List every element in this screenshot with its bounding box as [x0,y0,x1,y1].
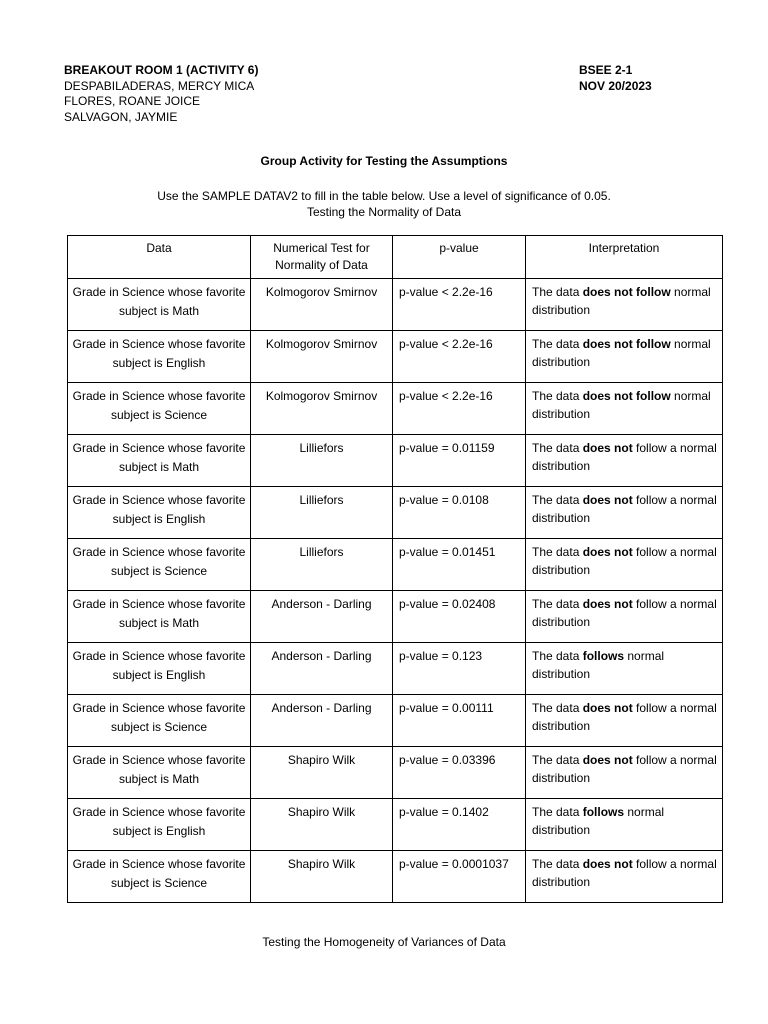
interp-prefix: The data [532,545,583,559]
interp-prefix: The data [532,441,583,455]
page-title: Group Activity for Testing the Assumptions [260,154,508,168]
cell-data: Grade in Science whose favorite subject is Math [68,747,251,799]
cell-pvalue: p-value = 0.0001037 [393,851,526,903]
interp-prefix: The data [532,649,583,663]
header-pvalue: p-value [393,236,526,279]
cell-test: Anderson - Darling [251,695,393,747]
cell-data: Grade in Science whose favorite subject is English [68,799,251,851]
cell-test: Kolmogorov Smirnov [251,331,393,383]
cell-interpretation [526,591,723,643]
table-header-row [68,236,723,279]
cell-pvalue: p-value = 0.02408 [393,591,526,643]
cell-pvalue: p-value = 0.00111 [393,695,526,747]
cell-interpretation [526,279,723,331]
section-label: BSEE 2-1 [579,63,633,77]
instruction-text: Use the SAMPLE DATAV2 to fill in the table below. Use a level of significance of 0.05. [157,189,611,203]
cell-data: Grade in Science whose favorite subject is English [68,643,251,695]
date-label: NOV 20/2023 [579,78,652,93]
table-row [68,435,723,487]
table-row [68,331,723,383]
cell-test: Kolmogorov Smirnov [251,279,393,331]
table-row [68,799,723,851]
cell-pvalue: p-value = 0.0108 [393,487,526,539]
interp-prefix: The data [532,285,583,299]
interp-emphasis: does not [582,597,633,611]
cell-test: Shapiro Wilk [251,799,393,851]
cell-test: Lilliefors [251,435,393,487]
interp-suffix: follow a normal distribution [532,597,717,629]
table-row [68,747,723,799]
table-caption: Testing the Normality of Data [306,204,462,219]
interp-suffix: normal distribution [532,649,665,681]
interp-emphasis: follows [582,805,625,819]
cell-test: Shapiro Wilk [251,851,393,903]
cell-interpretation [526,383,723,435]
cell-test: Shapiro Wilk [251,747,393,799]
interp-suffix: normal distribution [532,285,711,317]
cell-data: Grade in Science whose favorite subject is Science [68,539,251,591]
cell-interpretation [526,747,723,799]
instructions [0,189,768,220]
header-left [64,63,258,125]
interp-suffix: follow a normal distribution [532,545,717,577]
interp-suffix: normal distribution [532,805,665,837]
interp-emphasis: does not [582,857,633,871]
interp-prefix: The data [532,805,583,819]
interp-prefix: The data [532,493,583,507]
cell-interpretation [526,695,723,747]
cell-test: Lilliefors [251,487,393,539]
member-name: FLORES, ROANE JOICE [64,94,201,108]
cell-interpretation [526,643,723,695]
cell-interpretation [526,435,723,487]
cell-data: Grade in Science whose favorite subject is Science [68,851,251,903]
cell-data: Grade in Science whose favorite subject is English [68,487,251,539]
interp-emphasis: does not [582,493,633,507]
cell-data: Grade in Science whose favorite subject is English [68,331,251,383]
cell-data: Grade in Science whose favorite subject is Math [68,279,251,331]
interp-suffix: follow a normal distribution [532,493,717,525]
interp-suffix: normal distribution [532,389,711,421]
cell-data: Grade in Science whose favorite subject is Math [68,591,251,643]
interp-suffix: follow a normal distribution [532,701,717,733]
cell-test: Anderson - Darling [251,591,393,643]
header-data: Data [68,236,251,279]
cell-pvalue: p-value = 0.01451 [393,539,526,591]
header-interpretation: Interpretation [526,236,723,279]
interp-prefix: The data [532,597,583,611]
cell-pvalue: p-value = 0.03396 [393,747,526,799]
interp-prefix: The data [532,389,583,403]
cell-data: Grade in Science whose favorite subject is Science [68,695,251,747]
interp-suffix: normal distribution [532,337,711,369]
interp-emphasis: does not [582,441,633,455]
cell-interpretation [526,851,723,903]
table-row [68,643,723,695]
interp-emphasis: does not [582,753,633,767]
table-row [68,539,723,591]
interp-emphasis: does not [582,545,633,559]
table-body [68,279,723,903]
interp-emphasis: follows [582,649,625,663]
interp-suffix: follow a normal distribution [532,753,717,785]
cell-pvalue: p-value = 0.1402 [393,799,526,851]
cell-interpretation [526,799,723,851]
interp-prefix: The data [532,337,583,351]
interp-suffix: follow a normal distribution [532,441,717,473]
header-right [579,63,652,94]
cell-pvalue: p-value < 2.2e-16 [393,279,526,331]
table-row [68,591,723,643]
cell-pvalue: p-value < 2.2e-16 [393,383,526,435]
header-test: Numerical Test for Normality of Data [251,236,393,279]
cell-test: Lilliefors [251,539,393,591]
interp-emphasis: does not follow [582,285,671,299]
cell-data: Grade in Science whose favorite subject is Science [68,383,251,435]
interp-prefix: The data [532,701,583,715]
member-name: SALVAGON, JAYMIE [64,109,178,124]
cell-test: Kolmogorov Smirnov [251,383,393,435]
cell-interpretation [526,487,723,539]
cell-interpretation [526,539,723,591]
table-row [68,695,723,747]
table-row [68,851,723,903]
cell-pvalue: p-value = 0.123 [393,643,526,695]
section-heading: Testing the Homogeneity of Variances of Data [262,935,506,949]
interp-emphasis: does not follow [582,337,671,351]
cell-data: Grade in Science whose favorite subject is Math [68,435,251,487]
cell-test: Anderson - Darling [251,643,393,695]
member-name: DESPABILADERAS, MERCY MICA [64,78,255,93]
cell-pvalue: p-value = 0.01159 [393,435,526,487]
table-row [68,487,723,539]
interp-emphasis: does not follow [582,389,671,403]
interp-emphasis: does not [582,701,633,715]
normality-table [67,235,723,903]
cell-interpretation [526,331,723,383]
interp-suffix: follow a normal distribution [532,857,717,889]
interp-prefix: The data [532,857,583,871]
cell-pvalue: p-value < 2.2e-16 [393,331,526,383]
table-row [68,279,723,331]
interp-prefix: The data [532,753,583,767]
table-row [68,383,723,435]
activity-title: BREAKOUT ROOM 1 (ACTIVITY 6) [64,63,259,77]
